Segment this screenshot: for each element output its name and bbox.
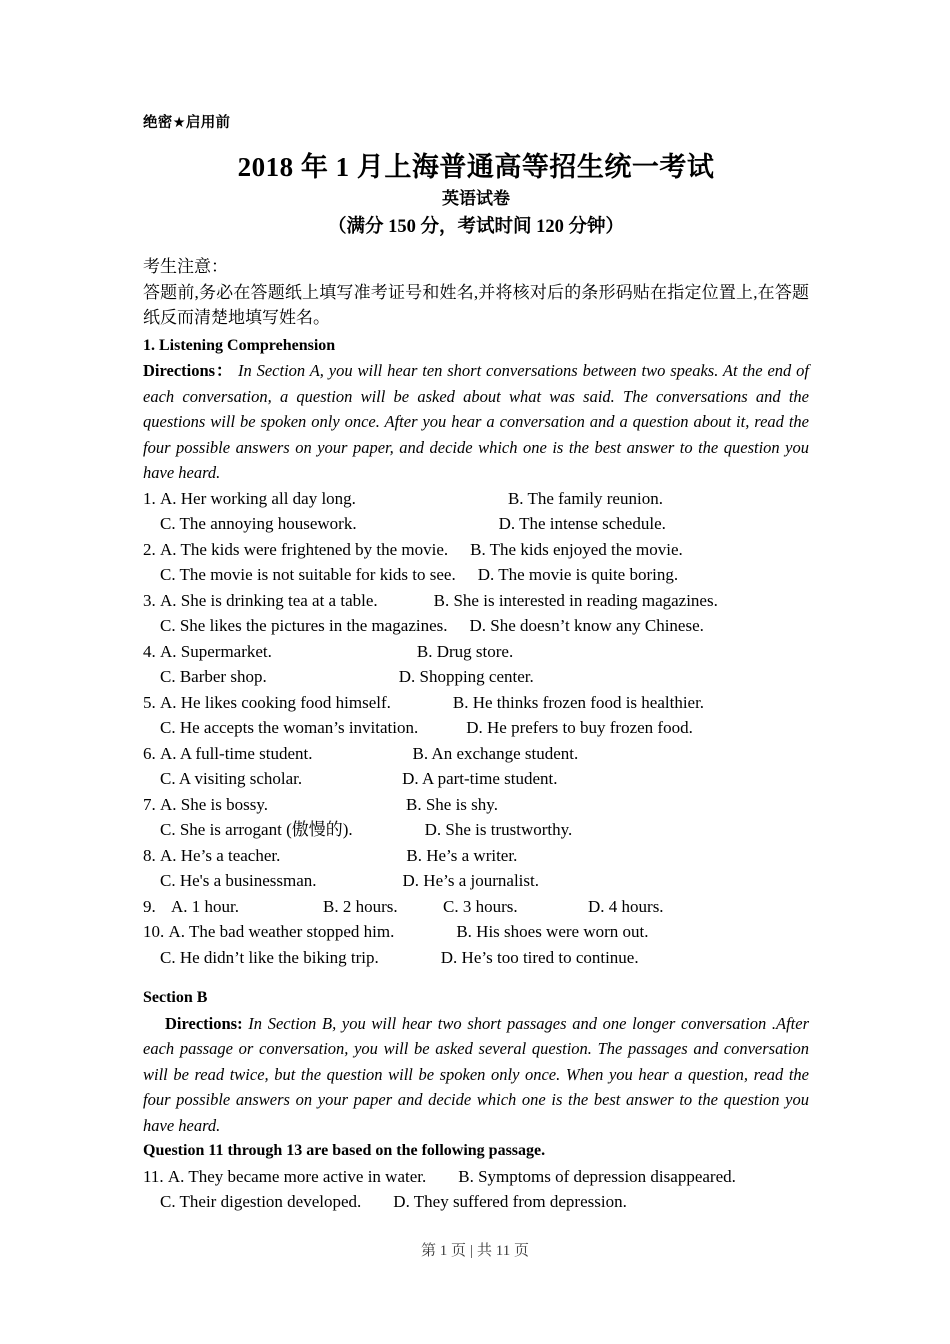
page-content — [143, 112, 809, 1215]
question-row — [143, 792, 809, 818]
option-a[interactable]: A. The kids were frightened by the movie. — [160, 539, 449, 559]
question-row — [143, 486, 809, 512]
option-d[interactable]: D. The intense schedule. — [498, 514, 666, 533]
page-title: 2018 年 1 月上海普通高等招生统一考试 — [237, 152, 715, 182]
question-row — [143, 511, 809, 537]
option-c[interactable]: C. Barber shop. — [160, 667, 267, 686]
question-number: 2. — [143, 539, 156, 559]
question-row — [143, 766, 809, 792]
score-time-line: （满分 150 分，考试时间 120 分钟） — [327, 217, 624, 237]
option-a[interactable]: A. Her working all day long. — [160, 488, 356, 508]
section-b-directions — [143, 1011, 809, 1139]
option-a[interactable]: A. He’s a teacher. — [160, 845, 281, 865]
option-d[interactable]: D. Shopping center. — [398, 667, 534, 686]
option-d[interactable]: D. 4 hours. — [588, 896, 664, 916]
question-row — [143, 639, 809, 665]
option-b[interactable]: B. The family reunion. — [507, 488, 663, 508]
question-row — [143, 919, 809, 945]
candidate-notice-body: 答题前,务必在答题纸上填写准考证号和姓名,并将核对后的条形码贴在指定位置上,在答题纸反而清楚地填写姓名。 — [143, 282, 809, 327]
option-a[interactable]: A. 1 hour. — [171, 896, 239, 916]
option-b[interactable]: B. His shoes were worn out. — [456, 922, 649, 941]
footer-page-total: 共 11 页 — [477, 1243, 529, 1259]
option-b[interactable]: B. Symptoms of depression disappeared. — [458, 1166, 736, 1186]
option-c[interactable]: C. A visiting scholar. — [160, 769, 303, 788]
option-d[interactable]: D. They suffered from depression. — [393, 1192, 627, 1211]
section-a-question-list — [143, 486, 809, 971]
question-number: 7. — [143, 794, 156, 814]
section-a-heading: 1. Listening Comprehension — [143, 336, 336, 354]
secret-notice: 绝密★启用前 — [143, 115, 231, 131]
section-b-heading: Section B — [143, 989, 208, 1006]
question-number: 4. — [143, 641, 156, 661]
option-c[interactable]: C. She is arrogant (傲慢的). — [160, 820, 353, 839]
option-c[interactable]: C. She likes the pictures in the magazines. — [160, 616, 448, 635]
question-number: 3. — [143, 590, 156, 610]
question-row — [143, 562, 809, 588]
question-row — [143, 537, 809, 563]
option-a[interactable]: A. A full-time student. — [160, 743, 313, 763]
question-number: 6. — [143, 743, 156, 763]
option-c[interactable]: C. He accepts the woman’s invitation. — [160, 718, 419, 737]
option-a[interactable]: A. He likes cooking food himself. — [160, 692, 391, 712]
page-subtitle: 英语试卷 — [442, 189, 510, 208]
directions-label: Directions: — [165, 1013, 243, 1033]
directions-text: In Section B, you will hear two short passages and one longer conversation .After each passage or conversation, you will be asked several question. The passages and conversation will be read twice, but the question will be spoken only once. When you hear a question, read the four possible answers on your paper and decide which one is the best answer to the question you have heard. — [143, 1013, 810, 1135]
question-row — [143, 945, 809, 971]
option-b[interactable]: B. She is interested in reading magazines. — [433, 590, 718, 610]
option-c[interactable]: C. The annoying housework. — [160, 514, 357, 533]
footer-page-current: 第 1 页 — [421, 1243, 467, 1259]
question-row — [143, 843, 809, 869]
option-c[interactable]: C. He didn’t like the biking trip. — [160, 947, 379, 967]
directions-text: In Section A, you will hear ten short conversations between two speaks. At the end of each conversation, a question will be asked about what was said. The conversations and the questions will be spoken only once. After you hear a conversation and a question about it, read the four possible answers on your paper, and decide which one is the best answer to the question you have heard. — [143, 361, 809, 482]
question-row — [143, 613, 809, 639]
option-b[interactable]: B. She is shy. — [406, 794, 498, 814]
option-c[interactable]: C. 3 hours. — [443, 896, 518, 916]
option-d[interactable]: D. She is trustworthy. — [424, 820, 573, 839]
candidate-notice-label: 考生注意： — [143, 257, 228, 276]
question-number: 5. — [143, 692, 156, 712]
question-row — [143, 817, 809, 843]
question-row — [143, 588, 809, 614]
question-row — [143, 894, 809, 920]
footer-separator: | — [470, 1243, 474, 1259]
section-a-directions — [143, 358, 809, 486]
option-b[interactable]: B. He thinks frozen food is healthier. — [452, 692, 705, 712]
option-b[interactable]: B. The kids enjoyed the movie. — [470, 539, 683, 559]
directions-label: Directions： — [143, 361, 234, 380]
question-row — [143, 741, 809, 767]
option-b[interactable]: B. An exchange student. — [412, 743, 579, 763]
question-row — [143, 690, 809, 716]
question-number: 11. — [143, 1166, 164, 1186]
option-a[interactable]: A. Supermarket. — [160, 641, 272, 661]
option-a[interactable]: A. They became more active in water. — [167, 1166, 427, 1186]
question-row — [143, 1164, 809, 1190]
option-c[interactable]: C. Their digestion developed. — [160, 1192, 362, 1211]
page-footer — [0, 1240, 950, 1262]
question-number: 10. — [143, 922, 165, 941]
question-row — [143, 664, 809, 690]
option-d[interactable]: D. She doesn’t know any Chinese. — [469, 616, 704, 635]
option-d[interactable]: D. He prefers to buy frozen food. — [466, 718, 693, 737]
option-b[interactable]: B. Drug store. — [416, 641, 514, 661]
question-row — [143, 1189, 809, 1215]
option-d[interactable]: D. A part-time student. — [402, 769, 558, 788]
option-a[interactable]: A. She is bossy. — [160, 794, 268, 814]
option-c[interactable]: C. The movie is not suitable for kids to see. — [160, 565, 456, 584]
section-b-question-list — [143, 1164, 809, 1215]
option-a[interactable]: A. She is drinking tea at a table. — [160, 590, 378, 610]
option-b[interactable]: B. He’s a writer. — [406, 845, 518, 865]
option-c[interactable]: C. He's a businessman. — [160, 871, 317, 890]
question-row — [143, 868, 809, 894]
question-row — [143, 715, 809, 741]
passage-note-11-13: Question 11 through 13 are based on the following passage. — [143, 1142, 546, 1159]
option-d[interactable]: D. He’s too tired to continue. — [440, 947, 639, 967]
option-a[interactable]: A. The bad weather stopped him. — [168, 922, 395, 941]
question-number: 8. — [143, 845, 156, 865]
option-d[interactable]: D. The movie is quite boring. — [477, 565, 679, 584]
question-number: 1. — [143, 488, 156, 508]
option-d[interactable]: D. He’s a journalist. — [402, 871, 539, 890]
option-b[interactable]: B. 2 hours. — [323, 896, 398, 916]
question-number: 9. — [143, 896, 156, 916]
